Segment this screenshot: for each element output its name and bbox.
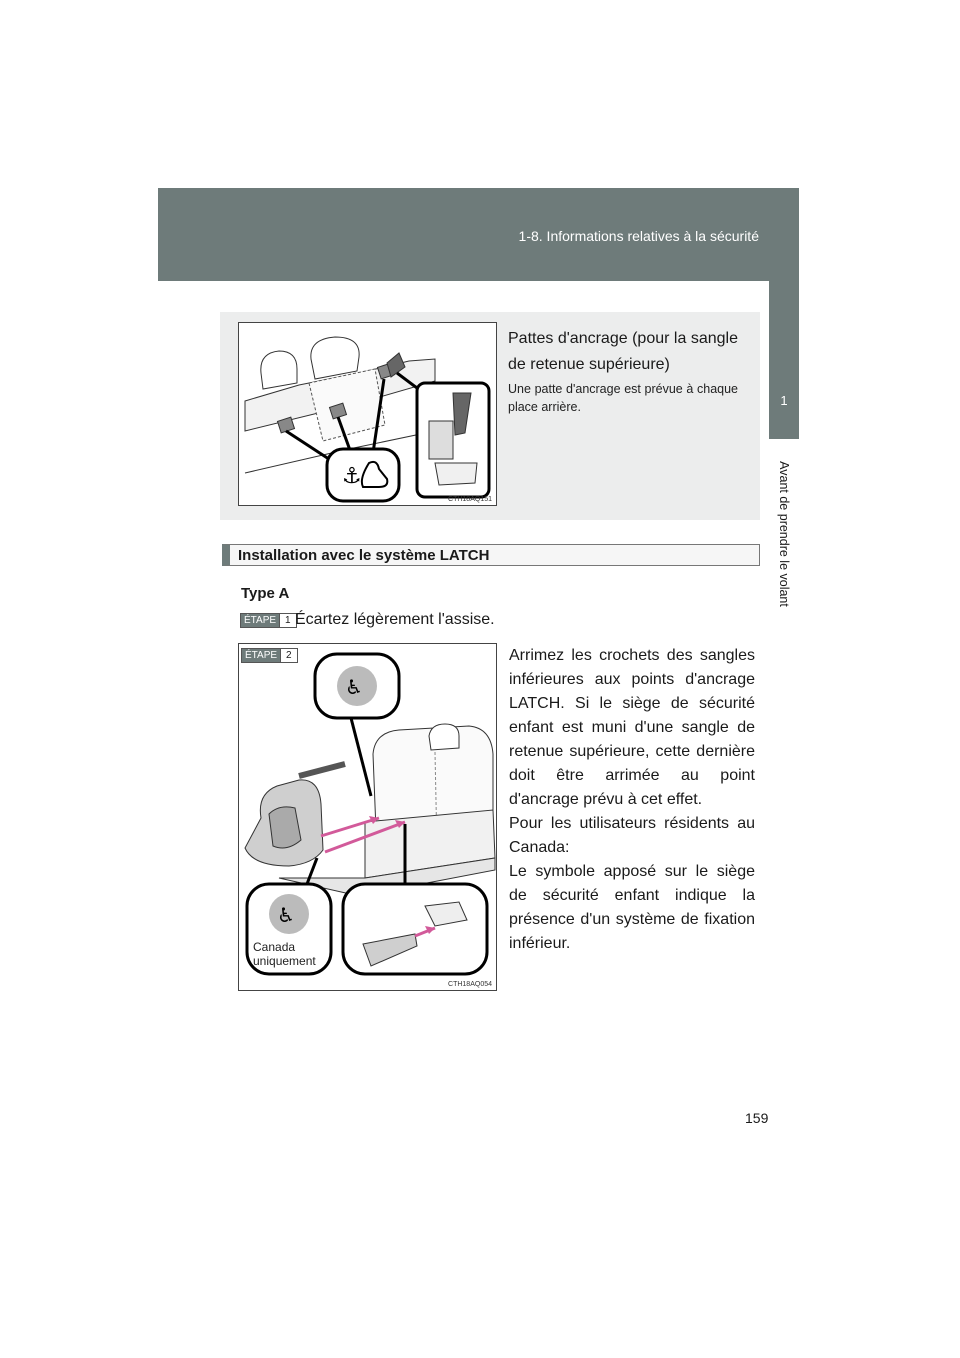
chapter-header-bar: [158, 188, 799, 281]
figure-code: CTH18AQ054: [448, 981, 492, 988]
page-number: 159: [745, 1110, 769, 1126]
section-title: 1-8. Informations relatives à la sécurité: [518, 228, 759, 244]
step2-text: Arrimez les crochets des sangles inférieures aux points d'ancrage LATCH. Si le siège de sécurité enfant est muni d'une sangle de retenue supérieure, cette dernière doit être arrimée au point d'ancrage prévu à cet effet.: [509, 647, 755, 808]
canada-intro: Pour les utilisateurs résidents au Canada:: [509, 815, 755, 856]
chapter-number: 1: [780, 393, 788, 408]
section-heading: Installation avec le système LATCH: [238, 547, 490, 564]
type-label: Type A: [241, 585, 290, 602]
panel-note: Une patte d'ancrage est prévue à chaque place arrière.: [508, 382, 738, 414]
latch-installation-illustration: [238, 643, 497, 991]
info-panel: [220, 312, 760, 520]
step1-text: Écartez légèrement l'assise.: [295, 611, 495, 628]
svg-text:♿: ♿: [277, 903, 295, 927]
step1-badge: [240, 613, 297, 628]
step-word: ÉTAPE: [241, 648, 281, 663]
canada-section: [509, 812, 755, 956]
svg-text:⚓: ⚓: [342, 464, 362, 489]
chapter-title: Avant de prendre le volant: [777, 460, 791, 607]
chapter-tab: [769, 281, 799, 439]
step-number: 1: [280, 613, 297, 628]
canada-only-label: [253, 940, 316, 968]
svg-text:♿: ♿: [345, 675, 363, 699]
step2-instructions: [509, 644, 755, 812]
step-word: ÉTAPE: [240, 613, 280, 628]
step2-badge: [241, 648, 298, 663]
section-heading-bar: [222, 544, 760, 566]
canada-label-line2: uniquement: [253, 954, 316, 968]
anchor-bracket-illustration: [238, 322, 497, 506]
panel-heading: Pattes d'ancrage (pour la sangle de retenue supérieure): [508, 330, 738, 373]
canada-label-line1: Canada: [253, 940, 296, 954]
chapter-title-vertical: [770, 446, 798, 621]
canada-text: Le symbole apposé sur le siège de sécurité enfant indique la présence d'un système de fixation inférieur.: [509, 863, 755, 952]
step-number: 2: [281, 648, 298, 663]
figure-code: CTH18AQ151: [448, 496, 492, 503]
